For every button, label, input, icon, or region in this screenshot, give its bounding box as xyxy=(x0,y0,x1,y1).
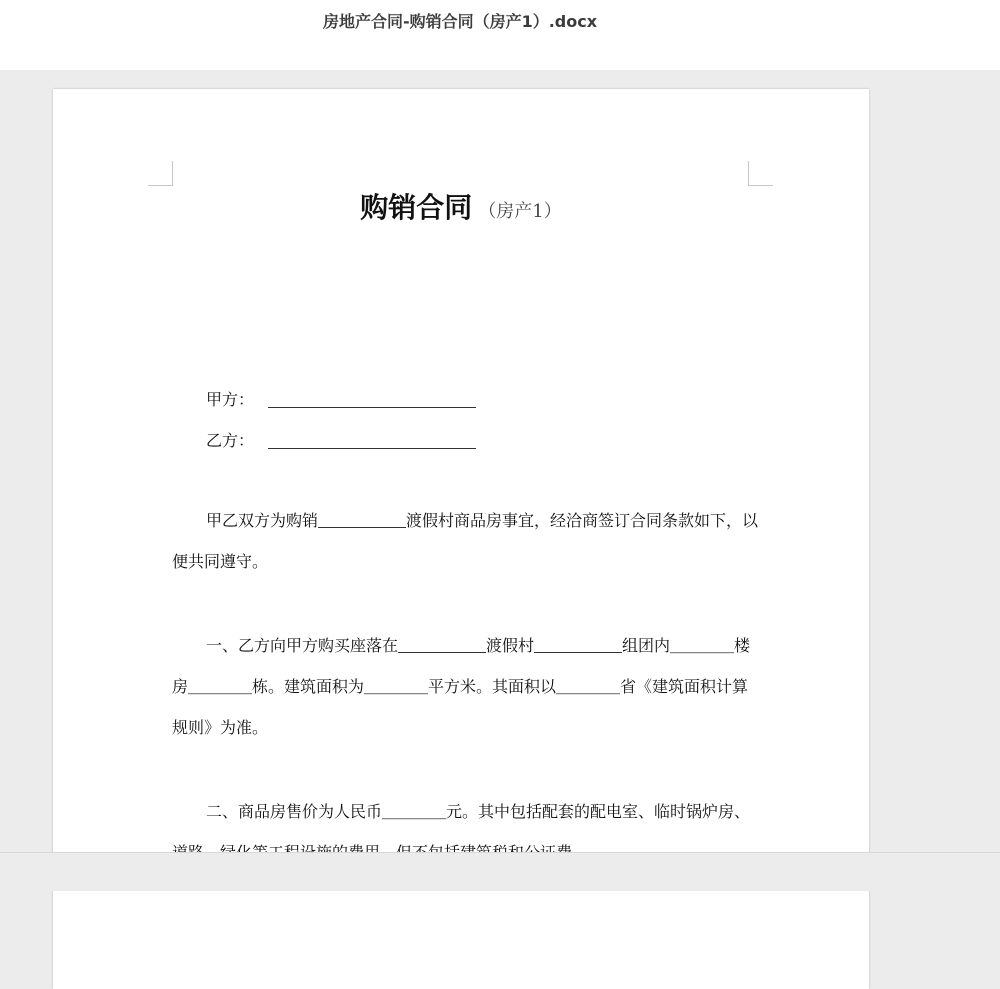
document-title: 房地产合同-购销合同（房产1）.docx xyxy=(322,12,598,31)
clause1-text-2: 房＿＿＿＿栋。建筑面积为＿＿＿＿平方米。其面积以＿＿＿＿省《建筑面积计算 xyxy=(172,677,749,696)
margin-marker-top-right xyxy=(748,161,773,186)
intro-paragraph xyxy=(172,500,759,582)
intro-text-1a: 甲乙双方为购销 xyxy=(206,511,319,530)
party-b-blank xyxy=(268,434,476,449)
heading-sub: （房产1） xyxy=(478,201,562,222)
document-viewer[interactable] xyxy=(0,70,1000,852)
clause1-blank-2 xyxy=(534,638,622,653)
contract-heading xyxy=(53,186,869,226)
intro-text-2: 便共同遵守。 xyxy=(172,552,269,571)
party-b-label: 乙方： xyxy=(206,431,255,450)
clause-1-paragraph xyxy=(172,625,752,748)
bottom-bar xyxy=(0,852,1000,891)
clause1-text-1c: 组团内＿＿＿＿楼 xyxy=(622,636,751,655)
clause1-text-1a: 一、乙方向甲方购买座落在 xyxy=(206,636,399,655)
intro-text-1b: 渡假村商品房事宜，经洽商签订合同条款如下，以 xyxy=(406,511,759,530)
title-bar xyxy=(0,0,1000,70)
clause1-text-1b: 渡假村 xyxy=(486,636,535,655)
heading-main: 购销合同 xyxy=(360,191,473,224)
clause2-text-1: 二、商品房售价为人民币＿＿＿＿元。其中包括配套的配电室、临时锅炉房、 xyxy=(206,802,751,821)
margin-marker-top-left xyxy=(148,161,173,186)
party-a-row xyxy=(206,387,476,410)
clause1-text-3: 规则》为准。 xyxy=(172,718,269,737)
intro-blank xyxy=(318,513,406,528)
party-a-blank xyxy=(268,393,476,408)
party-b-row xyxy=(206,428,476,451)
party-a-label: 甲方： xyxy=(206,390,255,409)
clause1-blank-1 xyxy=(398,638,486,653)
